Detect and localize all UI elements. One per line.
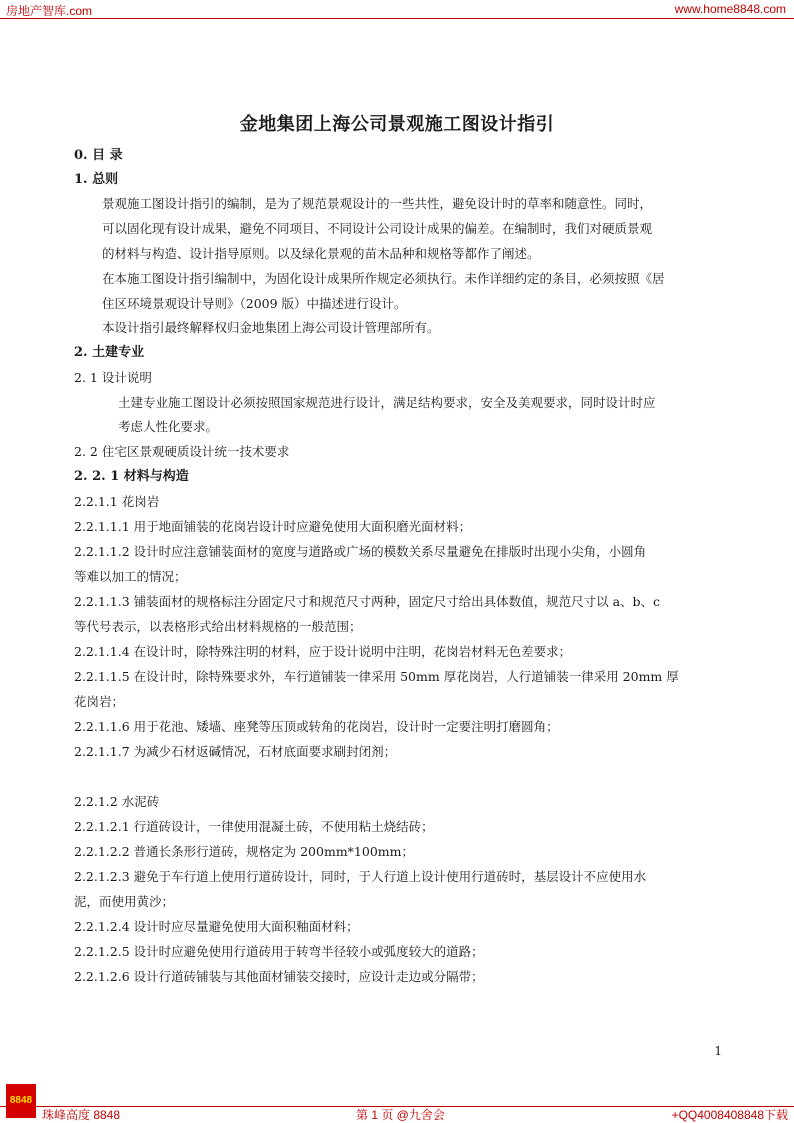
clause-line: 2.2.1.2.6 设计行道砖铺装与其他面材铺装交接时，应设计走边或分隔带；	[74, 969, 484, 984]
paragraph-line: 住区环境景观设计导则》（2009 版）中描述进行设计。	[102, 296, 407, 311]
section-heading: 0. 目 录	[74, 148, 123, 163]
subsection-heading: 2. 2. 1 材料与构造	[74, 469, 189, 484]
clause-line: 2.2.1.2.5 设计时应避免使用行道砖用于转弯半径较小或弧度较大的道路；	[74, 944, 484, 959]
footer-download-link[interactable]: +QQ4008408848下载	[671, 1108, 788, 1122]
footer-page-label: 第 1 页 @九舍会	[356, 1108, 445, 1122]
paragraph-line: 景观施工图设计指引的编制，是为了规范景观设计的一些共性，避免设计时的草率和随意性。同时，	[102, 196, 653, 211]
clause-line: 2.2.1.1.5 在设计时，除特殊要求外，车行道铺装一律采用 50mm 厚花岗岩，人行道铺装一律采用 20mm 厚	[74, 669, 679, 684]
clause-line: 等难以加工的情况；	[74, 569, 187, 584]
clause-line: 2.2.1.1.3 铺装面材的规格标注分固定尺寸和规范尺寸两种，固定尺寸给出具体数值，规范尺寸以 a、b、c	[74, 594, 661, 609]
clause-line: 2.2.1.1.2 设计时应注意铺装面材的宽度与道路或广场的模数关系尽量避免在排版时出现小尖角，小圆角	[74, 544, 647, 559]
subsection-heading: 2. 2 住宅区景观硬质设计统一技术要求	[74, 444, 290, 459]
paragraph-line: 的材料与构造、设计指导原则。以及绿化景观的苗木品种和规格等都作了阐述。	[102, 246, 540, 261]
footer-left-text: 珠峰高度 8848	[42, 1108, 121, 1122]
paragraph-line: 可以固化现有设计成果，避免不同项目、不同设计公司设计成果的偏差。在编制时，我们对硬质景观	[102, 221, 653, 236]
clause-heading: 2.2.1.1 花岗岩	[74, 494, 160, 509]
clause-line: 2.2.1.1.1 用于地面铺装的花岗岩设计时应避免使用大面积磨光面材料；	[74, 519, 472, 534]
clause-line: 2.2.1.2.4 设计时应尽量避免使用大面积釉面材料；	[74, 919, 359, 934]
clause-line: 花岗岩；	[74, 694, 125, 709]
clause-line: 等代号表示，以表格形式给出材料规格的一般范围；	[74, 619, 362, 634]
section-heading: 1. 总则	[74, 172, 119, 187]
paragraph-line: 在本施工图设计指引编制中，为固化设计成果所作规定必须执行。未作详细约定的条目，必须按照《居	[102, 271, 665, 286]
clause-line: 2.2.1.2.1 行道砖设计，一律使用混凝土砖，不使用粘土烧结砖；	[74, 819, 434, 834]
clause-line: 2.2.1.1.4 在设计时，除特殊注明的材料，应于设计说明中注明，花岗岩材料无色差要求；	[74, 644, 572, 659]
header-divider	[0, 18, 794, 19]
clause-line: 2.2.1.1.6 用于花池、矮墙、座凳等压顶或转角的花岗岩，设计时一定要注明打磨圆角；	[74, 719, 559, 734]
clause-line: 2.2.1.2.2 普通长条形行道砖，规格定为 200mm*100mm；	[74, 844, 414, 859]
section-heading: 2. 土建专业	[74, 345, 145, 360]
header-site-name: 房地产智库.com	[6, 4, 93, 18]
clause-line: 泥，而使用黄沙；	[74, 894, 175, 909]
paragraph-line: 土建专业施工图设计必须按照国家规范进行设计，满足结构要求，安全及美观要求，同时设计时应	[118, 395, 656, 410]
clause-line: 2.2.1.2.3 避免于车行道上使用行道砖设计，同时，于人行道上设计使用行道砖时，基层设计不应使用水	[74, 869, 647, 884]
paragraph-line: 本设计指引最终解释权归金地集团上海公司设计管理部所有。	[102, 320, 440, 335]
header-url: www.home8848.com	[674, 2, 786, 16]
page-number: 1	[714, 1044, 722, 1058]
subsection-heading: 2. 1 设计说明	[74, 370, 152, 385]
site-logo: 8848	[6, 1084, 36, 1118]
document-title: 金地集团上海公司景观施工图设计指引	[239, 114, 555, 135]
paragraph-line: 考虑人性化要求。	[118, 419, 219, 434]
clause-line: 2.2.1.1.7 为减少石材返碱情况，石材底面要求刷封闭剂；	[74, 744, 397, 759]
clause-heading: 2.2.1.2 水泥砖	[74, 794, 160, 809]
